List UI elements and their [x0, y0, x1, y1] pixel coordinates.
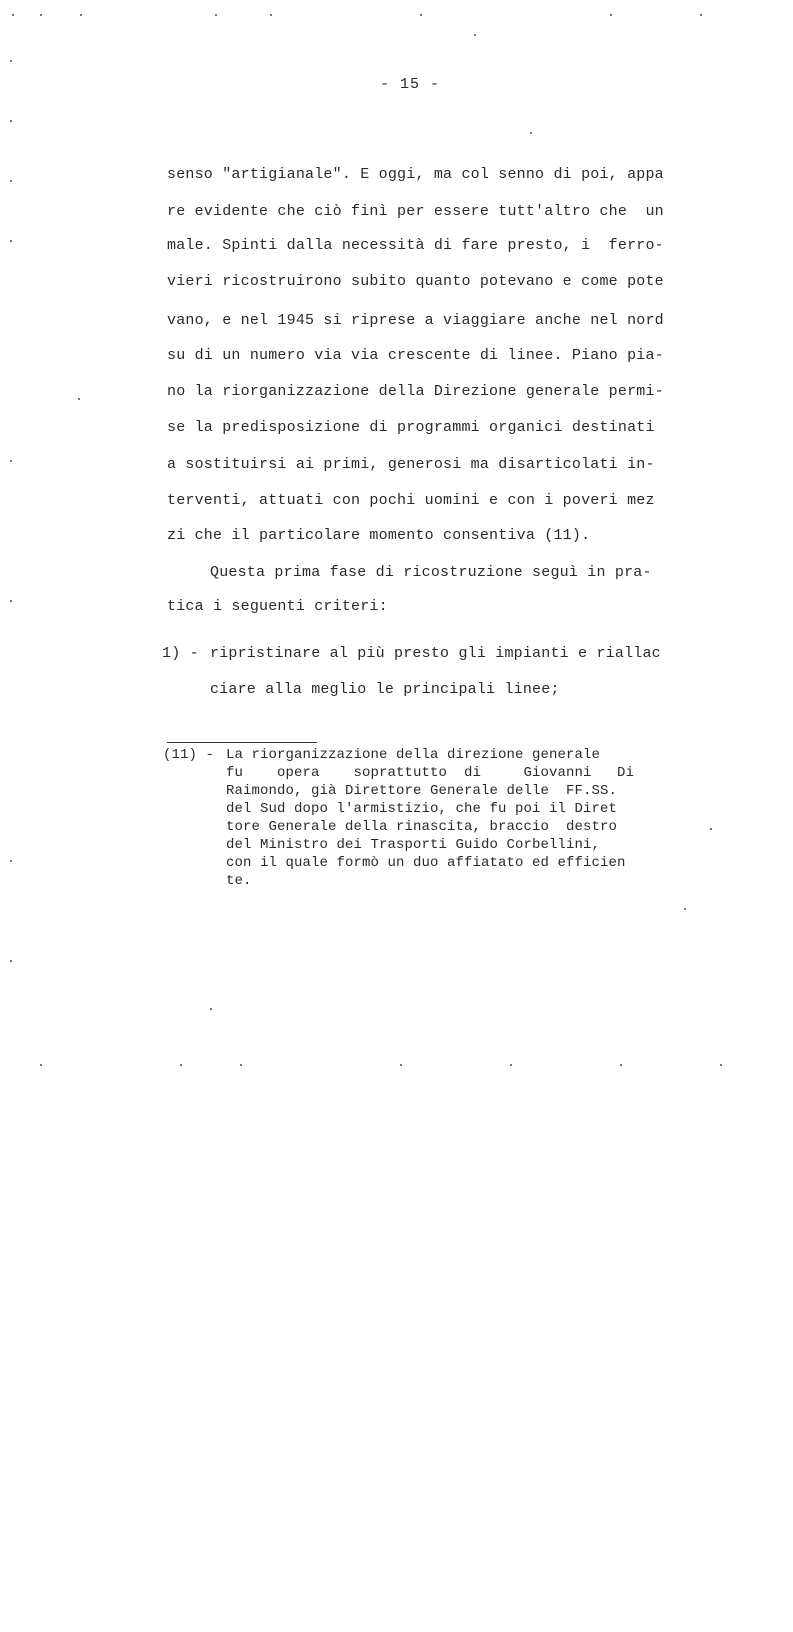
- body-line: senso "artigianale". E oggi, ma col senno di poi, appa: [167, 166, 664, 183]
- scan-speck: [10, 600, 12, 602]
- body-line: male. Spinti dalla necessità di fare presto, i ferro-: [167, 237, 664, 254]
- body-line: re evidente che ciò finì per essere tutt'altro che un: [167, 203, 664, 220]
- scan-speck: [10, 460, 12, 462]
- scan-speck: [40, 1064, 42, 1066]
- scan-speck: [10, 60, 12, 62]
- scan-speck: [210, 1008, 212, 1010]
- list-item-line: ciare alla meglio le principali linee;: [210, 681, 560, 698]
- body-line: vieri ricostruirono subito quanto potevano e come pote: [167, 273, 664, 290]
- list-item-line: ripristinare al più presto gli impianti e riallac: [210, 645, 661, 662]
- scan-speck: [700, 14, 702, 16]
- body-line: tica i seguenti criteri:: [167, 598, 388, 615]
- footnote-line: Raimondo, già Direttore Generale delle FF.SS.: [226, 783, 618, 799]
- body-line: a sostituirsi ai primi, generosi ma disarticolati in-: [167, 456, 655, 473]
- list-marker: 1) -: [162, 645, 199, 662]
- scan-speck: [80, 14, 82, 16]
- body-line: terventi, attuati con pochi uomini e con i poveri mez: [167, 492, 655, 509]
- scan-speck: [530, 132, 532, 134]
- footnote-line: con il quale formò un duo affiatato ed efficien: [226, 855, 626, 871]
- scan-speck: [270, 14, 272, 16]
- scan-speck: [720, 1064, 722, 1066]
- footnote-line: La riorganizzazione della direzione generale: [226, 747, 601, 763]
- footnote-line: te.: [226, 873, 252, 889]
- footnote-line: del Ministro dei Trasporti Guido Corbellini,: [226, 837, 601, 853]
- footnote-separator: [167, 742, 317, 743]
- footnote-line: del Sud dopo l'armistizio, che fu poi il Diret: [226, 801, 618, 817]
- scan-speck: [10, 960, 12, 962]
- page-number: - 15 -: [380, 76, 441, 93]
- scan-speck: [78, 398, 80, 400]
- scan-speck: [510, 1064, 512, 1066]
- scan-speck: [10, 180, 12, 182]
- scan-speck: [684, 908, 686, 910]
- footnote-line: fu opera soprattutto di Giovanni Di: [226, 765, 635, 781]
- scan-speck: [10, 120, 12, 122]
- body-line: no la riorganizzazione della Direzione generale permi-: [167, 383, 664, 400]
- body-line: Questa prima fase di ricostruzione seguì in pra-: [210, 564, 652, 581]
- scan-speck: [10, 860, 12, 862]
- scan-speck: [10, 240, 12, 242]
- scan-speck: [12, 14, 14, 16]
- footnote-marker: (11) -: [163, 747, 215, 763]
- scan-speck: [240, 1064, 242, 1066]
- body-line: zi che il particolare momento consentiva (11).: [167, 527, 591, 544]
- body-line: su di un numero via via crescente di linee. Piano pia-: [167, 347, 664, 364]
- scan-speck: [620, 1064, 622, 1066]
- scan-speck: [474, 34, 476, 36]
- scan-speck: [610, 14, 612, 16]
- scan-speck: [215, 14, 217, 16]
- footnote-line: tore Generale della rinascita, braccio destro: [226, 819, 618, 835]
- scan-speck: [400, 1064, 402, 1066]
- scan-speck: [40, 14, 42, 16]
- body-line: se la predisposizione di programmi organici destinati: [167, 419, 655, 436]
- scan-speck: [710, 828, 712, 830]
- scan-speck: [180, 1064, 182, 1066]
- body-line: vano, e nel 1945 si riprese a viaggiare anche nel nord: [167, 312, 664, 329]
- scan-speck: [420, 14, 422, 16]
